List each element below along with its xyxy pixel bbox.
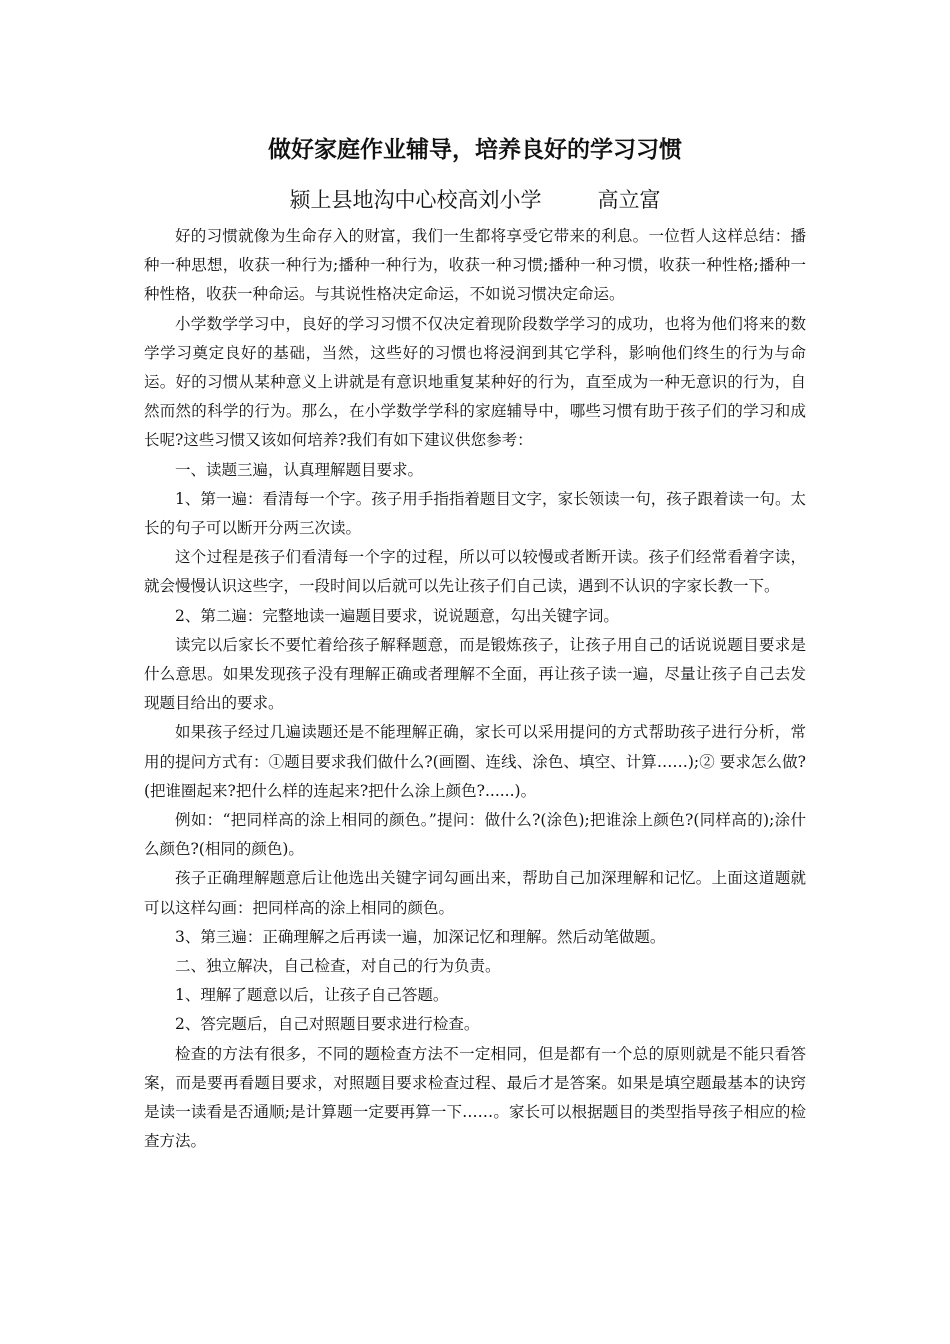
article-body: [144, 222, 806, 1157]
paragraph: 如果孩子经过几遍读题还是不能理解正确，家长可以采用提问的方式帮助孩子进行分析，常用的提问方式有：①题目要求我们做什么?(画圈、连线、涂色、填空、计算……);② 要求怎么做?(把谁圈起来?把什么样的连起来?把什么涂上颜色?......)。: [144, 723, 806, 800]
paragraph: 1、第一遍：看清每一个字。孩子用手指指着题目文字，家长领读一句，孩子跟着读一句。太长的句子可以断开分两三次读。: [144, 489, 806, 538]
document-title: 做好家庭作业辅导，培养良好的学习习惯: [268, 137, 682, 163]
paragraph: 检查的方法有很多，不同的题检查方法不一定相同，但是都有一个总的原则就是不能只看答案，而是要再看题目要求，对照题目要求检查过程、最后才是答案。如果是填空题最基本的诀窍是读一读看是否通顺;是计算题一定要再算一下……。家长可以根据题目的类型指导孩子相应的检查方法。: [144, 1044, 806, 1151]
paragraph: 2、答完题后，自己对照题目要求进行检查。: [175, 1015, 480, 1034]
author-name: 高立富: [597, 188, 661, 212]
paragraph: 例如：“把同样高的涂上相同的颜色。”提问：做什么?(涂色);把谁涂上颜色?(同样高的);涂什么颜色?(相同的颜色)。: [144, 811, 806, 859]
section-heading: 一、读题三遍，认真理解题目要求。: [175, 460, 424, 479]
paragraph: 1、理解了题意以后，让孩子自己答题。: [175, 986, 449, 1005]
paragraph: 3、第三遍：正确理解之后再读一遍，加深记忆和理解。然后动笔做题。: [175, 927, 666, 946]
paragraph: 小学数学学习中，良好的学习习惯不仅决定着现阶段数学学习的成功，也将为他们将来的数学学习奠定良好的基础，当然，这些好的习惯也将浸润到其它学科，影响他们终生的行为与命运。好的习惯从某种意义上讲就是有意识地重复某种好的行为，直至成为一种无意识的行为，自然而然的科学的行为。那么，在小学数学学科的家庭辅导中，哪些习惯有助于孩子们的学习和成长呢?这些习惯又该如何培养?我们有如下建议供您参考：: [144, 314, 806, 450]
paragraph: 孩子正确理解题意后让他选出关键字词勾画出来，帮助自己加深理解和记忆。上面这道题就可以这样勾画：把同样高的涂上相同的颜色。: [144, 869, 806, 917]
paragraph: 好的习惯就像为生命存入的财富，我们一生都将享受它带来的利息。一位哲人这样总结：播种一种思想，收获一种行为;播种一种行为，收获一种习惯;播种一种习惯，收获一种性格;播种一种性格，收获一种命运。与其说性格决定命运，不如说习惯决定命运。: [144, 227, 806, 304]
paragraph: 这个过程是孩子们看清每一个字的过程，所以可以较慢或者断开读。孩子们经常看着字读，就会慢慢认识这些字，一段时间以后就可以先让孩子们自己读，遇到不认识的字家长教一下。: [144, 548, 806, 596]
paragraph: 读完以后家长不要忙着给孩子解释题意，而是锻炼孩子，让孩子用自己的话说说题目要求是什么意思。如果发现孩子没有理解正确或者理解不全面，再让孩子读一遍，尽量让孩子自己去发现题目给出的要求。: [144, 635, 806, 713]
section-heading: 二、独立解决，自己检查，对自己的行为负责。: [175, 957, 501, 976]
paragraph: 2、第二遍：完整地读一遍题目要求，说说题意，勾出关键字词。: [175, 606, 619, 625]
school-name: 颍上县地沟中心校高刘小学: [289, 188, 542, 212]
author-line: [0, 184, 950, 216]
